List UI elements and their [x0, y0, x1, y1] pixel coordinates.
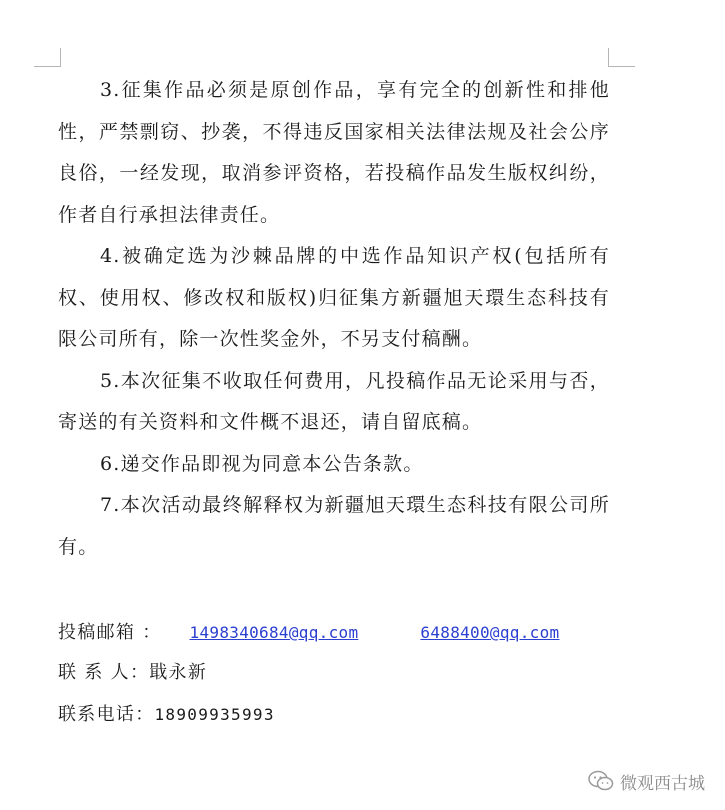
watermark-text: 微观西古城: [620, 773, 705, 794]
contact-person-label: 联 系 人：: [58, 662, 150, 683]
contact-phone-label: 联系电话：: [58, 704, 155, 725]
page-corner-mark-left: [34, 48, 61, 67]
email-link-1[interactable]: 1498340684@qq.com: [189, 623, 359, 642]
paragraph-3: 3.征集作品必须是原创作品，享有完全的创新性和排他性，严禁剽窃、抄袭，不得违反国家相关法律法规及社会公序良俗，一经发现，取消参评资格，若投稿作品发生版权纠纷，作者自行承担法律责任。: [58, 79, 610, 226]
watermark: [588, 768, 705, 794]
contact-person-row: [58, 658, 658, 684]
paragraph-7: 7.本次活动最终解释权为新疆旭天環生态科技有限公司所有。: [58, 494, 610, 558]
paragraph-6: 6.递交作品即视为同意本公告条款。: [100, 452, 424, 475]
email-link-2[interactable]: 6488400@qq.com: [420, 623, 560, 642]
contact-phone-value: 18909935993: [154, 705, 275, 724]
paragraph-4: 4.被确定选为沙棘品牌的中选作品知识产权(包括所有权、使用权、修改权和版权)归征集方新疆旭天環生态科技有限公司所有，除一次性奖金外，不另支付稿酬。: [58, 245, 610, 350]
wechat-icon: [588, 770, 614, 792]
document-body: [58, 70, 610, 568]
contact-email-row: [58, 618, 658, 644]
page-corner-mark-right: [608, 48, 635, 67]
email-label: 投稿邮箱 ：: [58, 622, 162, 643]
paragraph-5: 5.本次征集不收取任何费用，凡投稿作品无论采用与否，寄送的有关资料和文件概不退还，请自留底稿。: [58, 369, 610, 433]
contact-phone-row: [58, 700, 658, 726]
contact-person-value: 戢永新: [149, 662, 208, 683]
